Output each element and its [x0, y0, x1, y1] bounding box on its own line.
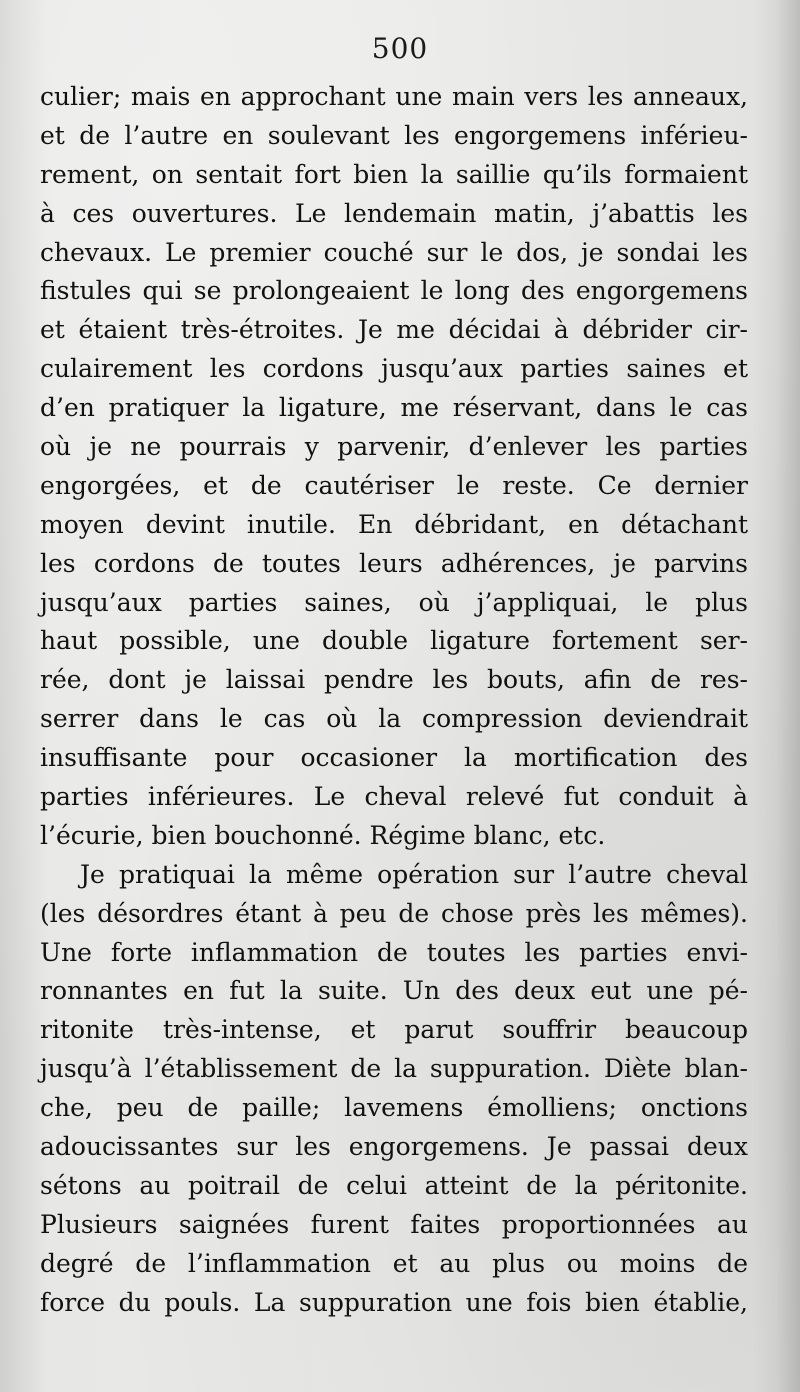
text-line: d’en pratiquer la ligature, me réservant, dans le cas: [40, 393, 748, 423]
text-line: serrer dans le cas où la compression deviendrait: [40, 704, 748, 734]
text-line: engorgées, et de cautériser le reste. Ce dernier: [40, 470, 748, 500]
text-line: culier; mais en approchant une main vers les anneaux,: [40, 82, 748, 111]
text-line: adoucissantes sur les engorgemens. Je passai deux: [40, 1132, 748, 1162]
text-line: force du pouls. La suppuration une fois bien établie,: [40, 1287, 748, 1317]
text-line: et étaient très-étroites. Je me décidai à débrider cir-: [40, 315, 748, 345]
text-line: et de l’autre en soulevant les engorgemens inférieu-: [40, 120, 748, 150]
page-number: 500: [371, 32, 429, 65]
text-line: ritonite très-intense, et parut souffrir beaucoup: [40, 1015, 748, 1045]
text-line: à ces ouvertures. Le lendemain matin, j’abattis les: [40, 198, 748, 228]
text-line: Une forte inflammation de toutes les parties envi-: [40, 937, 748, 967]
text-line: les cordons de toutes leurs adhérences, je parvins: [40, 548, 748, 578]
text-line: moyen devint inutile. En débridant, en détachant: [40, 509, 748, 539]
text-line: che, peu de paille; lavemens émolliens; onctions: [40, 1093, 748, 1123]
text-line: ronnantes en fut la suite. Un des deux eut une pé-: [40, 976, 748, 1006]
page-edge-shadow: [776, 0, 800, 1392]
text-line: jusqu’aux parties saines, où j’appliquai, le plus: [40, 587, 748, 617]
text-line: où je ne pourrais y parvenir, d’enlever les parties: [40, 432, 748, 462]
text-line: culairement les cordons jusqu’aux parties saines et: [40, 354, 748, 384]
paragraph-end-line: l’écurie, bien bouchonné. Régime blanc, etc.: [40, 820, 606, 850]
text-line: sétons au poitrail de celui atteint de la péritonite.: [40, 1170, 748, 1200]
text-line: insuffisante pour occasioner la mortification des: [40, 743, 748, 773]
text-line: (les désordres étant à peu de chose près les mêmes).: [40, 898, 748, 928]
text-line: chevaux. Le premier couché sur le dos, je sondai les: [40, 237, 748, 267]
paragraph-start-line: Je pratiquai la même opération sur l’autre cheval: [80, 859, 748, 889]
text-line: Plusieurs saignées furent faites proportionnées au: [40, 1209, 748, 1239]
text-line: jusqu’à l’établissement de la suppuration. Diète blan-: [40, 1054, 748, 1084]
text-body: [40, 78, 748, 1323]
text-line: fistules qui se prolongeaient le long des engorgemens: [40, 276, 748, 306]
text-line: rement, on sentait fort bien la saillie qu’ils formaient: [40, 159, 748, 189]
text-line: rée, dont je laissai pendre les bouts, afin de res-: [40, 665, 748, 695]
text-line: parties inférieures. Le cheval relevé fut conduit à: [40, 782, 748, 812]
text-line: haut possible, une double ligature fortement ser-: [40, 626, 748, 656]
text-line: degré de l’inflammation et au plus ou moins de: [40, 1248, 748, 1278]
